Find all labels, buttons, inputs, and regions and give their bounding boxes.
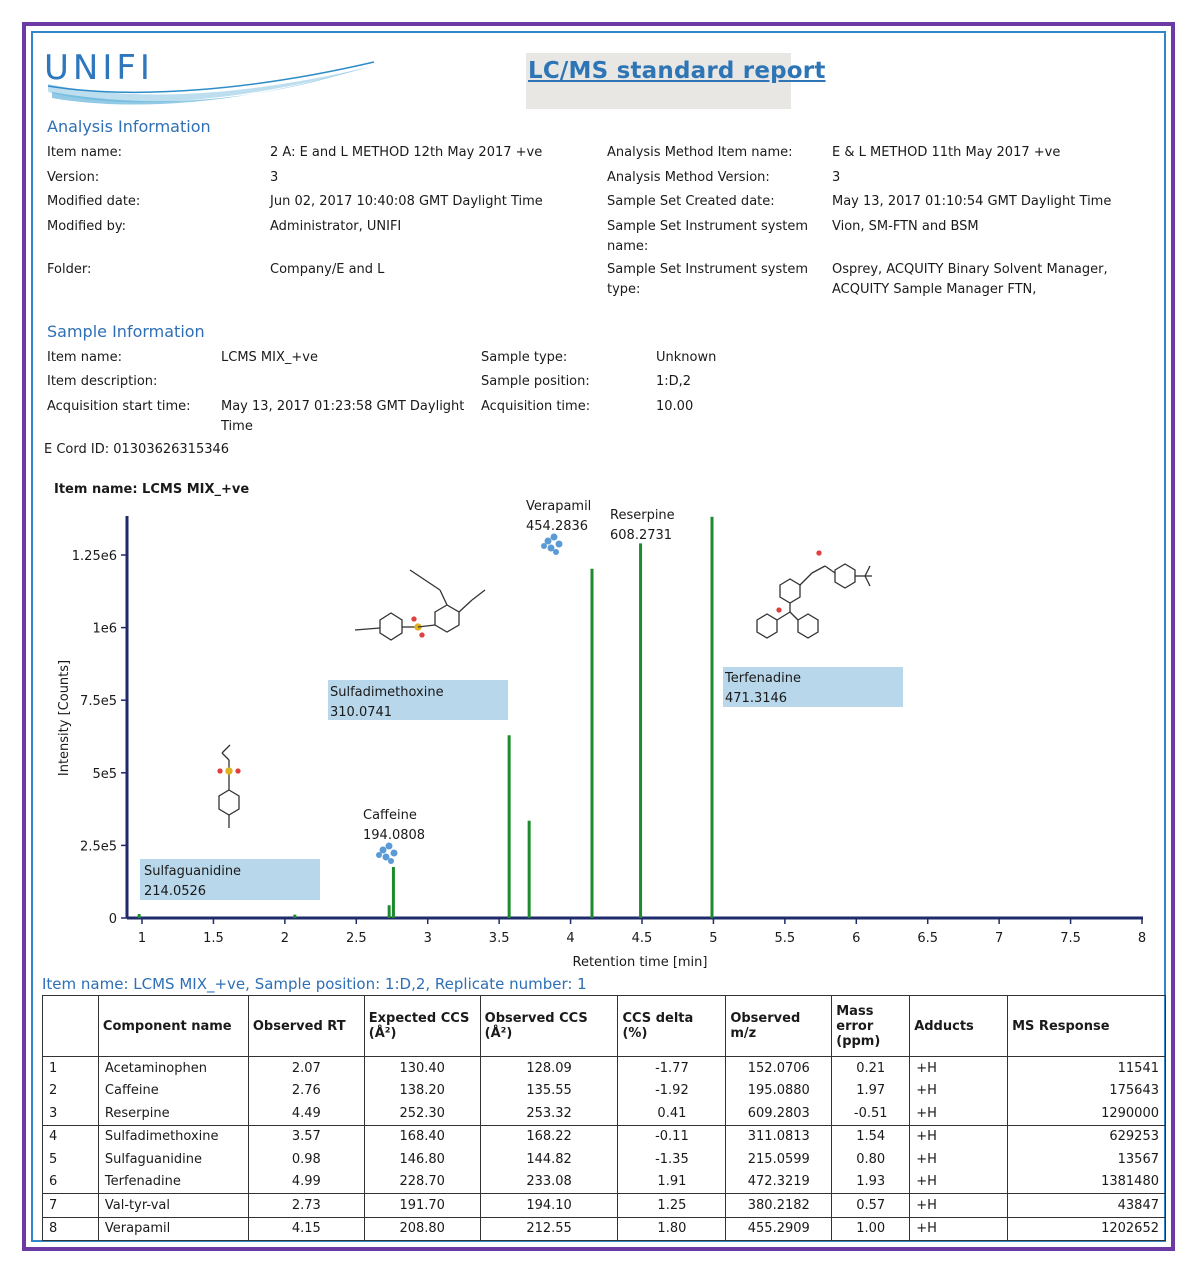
- instr-type-value: Osprey, ACQUITY Binary Solvent Manager, ACQUITY Sample Manager FTN,: [832, 262, 1108, 297]
- analysis-item-name-label: Item name:: [47, 145, 122, 160]
- x-tick-label: 5: [709, 931, 718, 946]
- mass-error: 1.97: [832, 1080, 910, 1103]
- x-tick-label: 2.5: [345, 931, 367, 946]
- row-index: 1: [43, 1057, 99, 1080]
- y-axis-label: Intensity [Counts]: [57, 659, 72, 777]
- method-item-value: E & L METHOD 11th May 2017 +ve: [832, 145, 1061, 160]
- peak-mz-label: 454.2836: [526, 519, 589, 534]
- ms-response: 11541: [1008, 1057, 1166, 1080]
- adduct: +H: [910, 1102, 1008, 1125]
- verapamil-structure-icon: [541, 534, 563, 556]
- instr-name-value: Vion, SM-FTN and BSM: [832, 219, 979, 234]
- x-tick-label: 3.5: [488, 931, 510, 946]
- y-tick-label: 2.5e5: [80, 839, 117, 855]
- row-index: 6: [43, 1171, 99, 1194]
- expected-ccs: 138.20: [364, 1080, 480, 1103]
- ms-response: 175643: [1008, 1080, 1166, 1103]
- sample-position-label: Sample position:: [481, 374, 590, 389]
- adduct: +H: [910, 1080, 1008, 1103]
- table-header-row: [43, 996, 1166, 1057]
- analysis-item-name: 2 A: E and L METHOD 12th May 2017 +ve: [270, 145, 543, 160]
- observed-ccs: 253.32: [480, 1102, 618, 1125]
- x-tick-label: 6: [852, 931, 861, 946]
- y-tick-label: 7.5e5: [80, 694, 117, 710]
- modified-date-label: Modified date:: [47, 194, 141, 209]
- ccs-delta: -1.77: [618, 1057, 726, 1080]
- adduct: +H: [910, 1194, 1008, 1218]
- ccs-delta: -1.92: [618, 1080, 726, 1103]
- x-axis-label: Retention time [min]: [572, 955, 708, 970]
- observed-ccs: 144.82: [480, 1148, 618, 1171]
- x-tick-label: 7.5: [1060, 931, 1081, 946]
- expected-ccs: 252.30: [364, 1102, 480, 1125]
- y-tick-label: 0: [108, 912, 117, 927]
- adduct: +H: [910, 1217, 1008, 1241]
- header-observed-mz: Observed m/z: [726, 996, 832, 1057]
- header-mass-error: Mass error (ppm): [832, 996, 910, 1057]
- ms-response: 1290000: [1008, 1102, 1166, 1125]
- observed-ccs: 128.09: [480, 1057, 618, 1080]
- observed-rt: 4.49: [248, 1102, 364, 1125]
- version-value: 3: [270, 170, 279, 185]
- chromatogram-peak: [591, 569, 594, 918]
- observed-rt: 4.15: [248, 1217, 364, 1241]
- observed-mz: 195.0880: [726, 1080, 832, 1103]
- results-table: [42, 995, 1166, 1241]
- x-tick-label: 8: [1137, 931, 1147, 946]
- ms-response: 13567: [1008, 1148, 1166, 1171]
- adduct: +H: [910, 1125, 1008, 1148]
- set-created-value: May 13, 2017 01:10:54 GMT Daylight Time: [832, 194, 1112, 209]
- mass-error: 0.80: [832, 1148, 910, 1171]
- table-row: [43, 1194, 1166, 1218]
- table-row: [43, 1125, 1166, 1148]
- mass-error: 1.93: [832, 1171, 910, 1194]
- adduct: +H: [910, 1057, 1008, 1080]
- peak-mz-label: 214.0526: [144, 884, 207, 899]
- observed-rt: 3.57: [248, 1125, 364, 1148]
- ccs-delta: 1.91: [618, 1171, 726, 1194]
- observed-ccs: 135.55: [480, 1080, 618, 1103]
- header-ccs-delta: CCS delta (%): [618, 996, 726, 1057]
- set-created-label: Sample Set Created date:: [607, 194, 775, 209]
- sulfaguanidine-structure-icon: [218, 745, 240, 828]
- peak-name-label: Reserpine: [610, 508, 675, 523]
- chart-title: Item name: LCMS MIX_+ve: [54, 482, 250, 497]
- peak-name-label: Verapamil: [526, 499, 592, 514]
- terfenadine-structure-icon: [757, 551, 872, 638]
- mass-error: 0.57: [832, 1194, 910, 1218]
- observed-mz: 609.2803: [726, 1102, 832, 1125]
- expected-ccs: 191.70: [364, 1194, 480, 1218]
- observed-mz: 215.0599: [726, 1148, 832, 1171]
- observed-mz: 152.0706: [726, 1057, 832, 1080]
- row-index: 3: [43, 1102, 99, 1125]
- observed-rt: 0.98: [248, 1148, 364, 1171]
- component-name: Sulfaguanidine: [98, 1148, 248, 1171]
- expected-ccs: 168.40: [364, 1125, 480, 1148]
- row-index: 7: [43, 1194, 99, 1218]
- modified-date-value: Jun 02, 2017 10:40:08 GMT Daylight Time: [270, 194, 543, 209]
- component-name: Acetaminophen: [98, 1057, 248, 1080]
- sample-heading: Sample Information: [47, 322, 205, 341]
- header-observed-ccs: Observed CCS (Å²): [480, 996, 618, 1057]
- instr-name-label: Sample Set Instrument system name:: [607, 219, 809, 254]
- ms-response: 629253: [1008, 1125, 1166, 1148]
- peak-mz-label: 471.3146: [725, 691, 788, 706]
- modified-by-value: Administrator, UNIFI: [270, 219, 402, 234]
- sample-type-value: Unknown: [656, 350, 717, 365]
- peak-mz-label: 194.0808: [363, 828, 426, 843]
- item-description-label: Item description:: [47, 374, 158, 389]
- ms-response: 43847: [1008, 1194, 1166, 1218]
- table-title: Item name: LCMS MIX_+ve, Sample position: 1:D,2, Replicate number: 1: [42, 975, 587, 993]
- y-tick-label: 1e6: [92, 621, 117, 637]
- expected-ccs: 208.80: [364, 1217, 480, 1241]
- x-tick-label: 5.5: [774, 931, 796, 946]
- mass-error: 1.54: [832, 1125, 910, 1148]
- header-expected-ccs: Expected CCS (Å²): [364, 996, 480, 1057]
- component-name: Terfenadine: [98, 1171, 248, 1194]
- instr-type-label: Sample Set Instrument system type:: [607, 262, 809, 297]
- table-row: [43, 1057, 1166, 1080]
- report-title: LC/MS standard report: [528, 58, 826, 84]
- observed-rt: 2.73: [248, 1194, 364, 1218]
- table-row: [43, 1217, 1166, 1241]
- ccs-delta: -0.11: [618, 1125, 726, 1148]
- method-version-value: 3: [832, 170, 841, 185]
- caffeine-structure-icon: [376, 843, 398, 865]
- analysis-heading: Analysis Information: [47, 117, 211, 136]
- mass-error: 1.00: [832, 1217, 910, 1241]
- observed-ccs: 168.22: [480, 1125, 618, 1148]
- row-index: 4: [43, 1125, 99, 1148]
- table-row: [43, 1102, 1166, 1125]
- expected-ccs: 146.80: [364, 1148, 480, 1171]
- chromatogram-peak: [293, 915, 296, 918]
- sample-position-value: 1:D,2: [656, 374, 692, 389]
- x-tick-label: 1: [137, 931, 147, 946]
- expected-ccs: 130.40: [364, 1057, 480, 1080]
- observed-rt: 2.76: [248, 1080, 364, 1103]
- modified-by-label: Modified by:: [47, 219, 126, 234]
- acq-time-value: 10.00: [656, 399, 694, 414]
- observed-ccs: 233.08: [480, 1171, 618, 1194]
- chromatogram-peak: [711, 517, 714, 918]
- component-name: Sulfadimethoxine: [98, 1125, 248, 1148]
- x-tick-label: 4.5: [631, 931, 653, 946]
- table-row: [43, 1148, 1166, 1171]
- acq-start-value: May 13, 2017 01:23:58 GMT Daylight Time: [221, 399, 465, 434]
- folder-value: Company/E and L: [270, 262, 385, 277]
- table-row: [43, 1080, 1166, 1103]
- mass-error: -0.51: [832, 1102, 910, 1125]
- ms-response: 1381480: [1008, 1171, 1166, 1194]
- mass-error: 0.21: [832, 1057, 910, 1080]
- version-label: Version:: [47, 170, 100, 185]
- row-index: 2: [43, 1080, 99, 1103]
- acq-time-label: Acquisition time:: [481, 399, 591, 414]
- observed-mz: 472.3219: [726, 1171, 832, 1194]
- chromatogram-peak: [392, 867, 395, 918]
- component-name: Reserpine: [98, 1102, 248, 1125]
- peak-mz-label: 608.2731: [610, 528, 673, 543]
- observed-mz: 311.0813: [726, 1125, 832, 1148]
- observed-ccs: 212.55: [480, 1217, 618, 1241]
- chromatogram-peak: [639, 543, 642, 918]
- ccs-delta: 1.80: [618, 1217, 726, 1241]
- header-ms-response: MS Response: [1008, 996, 1166, 1057]
- row-index: 5: [43, 1148, 99, 1171]
- expected-ccs: 228.70: [364, 1171, 480, 1194]
- observed-mz: 455.2909: [726, 1217, 832, 1241]
- x-tick-label: 3: [423, 931, 432, 946]
- chart-annotations: [140, 499, 903, 900]
- component-name: Val-tyr-val: [98, 1194, 248, 1218]
- sulfadimethoxine-structure-icon: [355, 570, 485, 640]
- chromatogram-peak: [388, 905, 391, 918]
- observed-rt: 2.07: [248, 1057, 364, 1080]
- folder-label: Folder:: [47, 262, 92, 277]
- sample-item-name-label: Item name:: [47, 350, 122, 365]
- ccs-delta: 0.41: [618, 1102, 726, 1125]
- table-row: [43, 1171, 1166, 1194]
- chromatogram-peak: [508, 735, 511, 918]
- header-component: Component name: [98, 996, 248, 1057]
- acq-start-label: Acquisition start time:: [47, 399, 191, 414]
- logo-text: UNIFI: [44, 48, 154, 88]
- y-tick-label: 5e5: [92, 766, 117, 782]
- x-tick-label: 6.5: [917, 931, 939, 946]
- ccs-delta: 1.25: [618, 1194, 726, 1218]
- method-version-label: Analysis Method Version:: [607, 170, 770, 185]
- adduct: +H: [910, 1171, 1008, 1194]
- ecord-id: E Cord ID: 01303626315346: [44, 442, 230, 457]
- ccs-delta: -1.35: [618, 1148, 726, 1171]
- component-name: Caffeine: [98, 1080, 248, 1103]
- header-adducts: Adducts: [910, 996, 1008, 1057]
- chart-axes: [57, 516, 1146, 970]
- peak-mz-label: 310.0741: [330, 705, 393, 720]
- sample-item-name: LCMS MIX_+ve: [221, 350, 318, 365]
- peak-name-label: Caffeine: [363, 808, 417, 823]
- observed-ccs: 194.10: [480, 1194, 618, 1218]
- y-tick-label: 1.25e6: [71, 549, 117, 564]
- header-index: [43, 996, 99, 1057]
- method-item-label: Analysis Method Item name:: [607, 145, 793, 160]
- x-tick-label: 4: [566, 931, 575, 946]
- header-observed-rt: Observed RT: [248, 996, 364, 1057]
- row-index: 8: [43, 1217, 99, 1241]
- observed-rt: 4.99: [248, 1171, 364, 1194]
- x-tick-label: 2: [280, 931, 289, 946]
- adduct: +H: [910, 1148, 1008, 1171]
- chromatogram-peak: [138, 914, 141, 918]
- peak-name-label: Sulfaguanidine: [144, 864, 242, 879]
- x-tick-label: 7: [995, 931, 1004, 946]
- chromatogram-peak: [528, 821, 531, 918]
- peak-name-label: Sulfadimethoxine: [330, 685, 444, 700]
- sample-type-label: Sample type:: [481, 350, 568, 365]
- ms-response: 1202652: [1008, 1217, 1166, 1241]
- component-name: Verapamil: [98, 1217, 248, 1241]
- observed-mz: 380.2182: [726, 1194, 832, 1218]
- peak-name-label: Terfenadine: [725, 671, 801, 686]
- x-tick-label: 1.5: [203, 931, 224, 946]
